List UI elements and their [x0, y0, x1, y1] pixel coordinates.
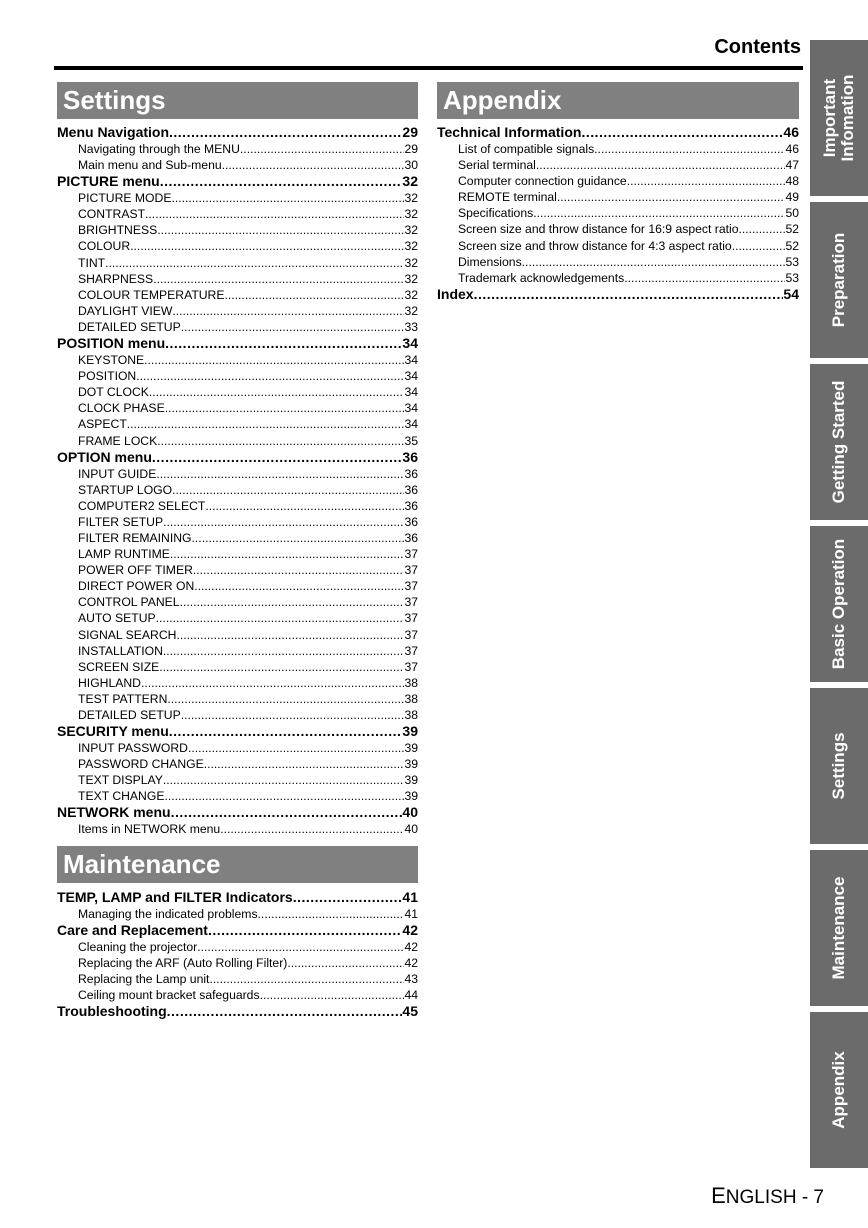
toc-entry[interactable]	[57, 384, 418, 400]
toc-page-number: 32	[402, 173, 418, 190]
tab-settings[interactable]	[810, 688, 868, 844]
toc-entry[interactable]	[437, 205, 799, 221]
toc-page-number: 32	[404, 223, 418, 238]
toc-list-appendix	[437, 124, 799, 303]
toc-entry-title: TEMP, LAMP and FILTER Indicators	[57, 888, 293, 905]
tab-getting-started[interactable]	[810, 364, 868, 520]
chapter-tabs	[810, 0, 868, 1228]
toc-leader-dots	[149, 384, 405, 396]
toc-page-number: 39	[402, 723, 418, 740]
toc-entry-title: INPUT PASSWORD	[78, 741, 188, 756]
toc-page-number: 39	[404, 789, 418, 804]
toc-entry[interactable]	[57, 627, 418, 643]
toc-entry-title: Trademark acknowledgements	[458, 270, 625, 285]
toc-entry-title: Cleaning the projector	[78, 939, 198, 954]
toc-entry-title: COMPUTER2 SELECT	[78, 498, 206, 513]
toc-leader-dots	[145, 206, 404, 218]
toc-entry-title: CLOCK PHASE	[78, 401, 165, 416]
toc-leader-dots	[193, 562, 405, 574]
toc-page-number: 38	[404, 708, 418, 722]
toc-entry-title: BRIGHTNESS	[78, 223, 158, 238]
toc-leader-dots	[627, 173, 786, 185]
tab-maintenance[interactable]	[810, 850, 868, 1006]
section-heading-settings: Settings	[57, 82, 418, 119]
toc-entry-title: Care and Replacement	[57, 921, 208, 938]
toc-page-number: 36	[404, 482, 418, 497]
toc-entry[interactable]	[57, 987, 418, 1003]
toc-page-number: 37	[404, 547, 418, 562]
toc-entry[interactable]	[437, 221, 799, 237]
toc-entry-title: DOT CLOCK	[78, 385, 149, 400]
toc-leader-dots	[197, 939, 404, 951]
toc-page-number: 52	[785, 238, 799, 253]
toc-page-number: 34	[402, 335, 418, 352]
toc-page-number: 32	[404, 287, 418, 302]
toc-entry-heading[interactable]	[57, 173, 418, 190]
toc-entry-title: PICTURE MODE	[78, 191, 172, 206]
toc-entry-title: DETAILED SETUP	[78, 708, 181, 722]
toc-entry-title: Technical Information	[437, 124, 582, 140]
toc-leader-dots	[192, 530, 405, 542]
toc-leader-dots	[209, 971, 404, 983]
toc-leader-dots	[157, 222, 404, 234]
toc-page-number: 37	[404, 595, 418, 610]
toc-entry-title: Managing the indicated problems	[78, 906, 258, 921]
toc-entry[interactable]	[57, 546, 418, 562]
toc-leader-dots	[144, 352, 404, 364]
toc-entry[interactable]	[437, 173, 799, 189]
toc-entry[interactable]	[57, 643, 418, 659]
toc-entry-title: REMOTE terminal	[458, 190, 557, 205]
toc-page-number: 36	[404, 466, 418, 481]
toc-entry-title: PASSWORD CHANGE	[78, 757, 204, 772]
toc-entry[interactable]	[57, 482, 418, 498]
toc-page-number: 37	[404, 579, 418, 594]
toc-entry[interactable]	[57, 756, 418, 772]
toc-entry[interactable]	[57, 287, 418, 303]
toc-page-number: 37	[404, 611, 418, 626]
toc-entry-title: Screen size and throw distance for 4:3 aspect ratio	[458, 238, 732, 253]
toc-entry[interactable]	[57, 707, 418, 723]
toc-entry-title: KEYSTONE	[78, 353, 145, 368]
toc-entry-title: LAMP RUNTIME	[78, 547, 170, 562]
toc-entry-title: Computer connection guidance	[458, 174, 627, 189]
header-rule	[54, 66, 803, 70]
toc-entry-title: TEXT CHANGE	[78, 789, 165, 804]
toc-page-number: 29	[402, 124, 418, 140]
toc-leader-dots	[208, 922, 402, 936]
toc-page-number: 34	[404, 385, 418, 400]
toc-page-number: 32	[404, 271, 418, 286]
page-number-initial: E	[711, 1183, 726, 1208]
toc-entry[interactable]	[57, 157, 418, 173]
toc-entry-heading[interactable]	[57, 124, 418, 141]
toc-leader-dots	[163, 514, 404, 526]
toc-entry-title: Menu Navigation	[57, 124, 170, 140]
tab-important-information[interactable]	[810, 40, 868, 196]
toc-leader-dots	[205, 498, 404, 510]
toc-leader-dots	[557, 189, 786, 201]
toc-leader-dots	[156, 466, 404, 478]
toc-leader-dots	[522, 254, 786, 266]
toc-list-maintenance	[57, 889, 418, 1020]
toc-entry-title: PICTURE menu	[57, 173, 160, 190]
toc-entry[interactable]	[57, 352, 418, 368]
page-number-rest: NGLISH - 7	[725, 1187, 824, 1208]
toc-entry-title: POSITION menu	[57, 335, 166, 352]
toc-leader-dots	[204, 756, 405, 768]
toc-entry[interactable]	[57, 433, 418, 449]
toc-page-number: 37	[404, 627, 418, 642]
toc-leader-dots	[153, 271, 404, 283]
toc-entry[interactable]	[57, 255, 418, 271]
toc-leader-dots	[194, 578, 404, 590]
toc-leader-dots	[171, 190, 404, 202]
toc-page-number: 48	[785, 174, 799, 189]
toc-entry-heading[interactable]	[57, 889, 418, 906]
toc-leader-dots	[732, 238, 786, 250]
toc-entry[interactable]	[57, 610, 418, 626]
toc-page-number: 46	[785, 142, 799, 156]
toc-page-number: 41	[402, 888, 418, 905]
toc-entry[interactable]	[57, 740, 418, 756]
toc-entry-title: Main menu and Sub-menu	[78, 158, 222, 173]
toc-entry-title: COLOUR	[78, 239, 131, 254]
toc-leader-dots	[169, 124, 402, 138]
toc-entry[interactable]	[57, 466, 418, 482]
toc-entry[interactable]	[57, 400, 418, 416]
toc-entry[interactable]	[57, 530, 418, 546]
page-number	[711, 1183, 824, 1209]
toc-entry-title: INSTALLATION	[78, 643, 163, 658]
toc-page-number: 42	[404, 939, 418, 954]
toc-entry[interactable]	[57, 594, 418, 610]
page-title: Contents	[714, 36, 801, 58]
tab-preparation[interactable]	[810, 202, 868, 358]
toc-entry[interactable]	[57, 222, 418, 238]
toc-entry-title: Specifications	[458, 206, 534, 221]
toc-list-settings	[57, 124, 418, 838]
toc-page-number: 36	[404, 514, 418, 529]
toc-leader-dots	[287, 955, 404, 967]
toc-leader-dots	[165, 335, 402, 349]
toc-entry[interactable]	[437, 254, 799, 270]
toc-leader-dots	[163, 772, 405, 784]
toc-leader-dots	[594, 141, 785, 153]
toc-entry-title: HIGHLAND	[78, 675, 141, 690]
toc-leader-dots	[127, 416, 405, 428]
toc-page-number: 32	[404, 191, 418, 206]
toc-page-number: 34	[404, 417, 418, 432]
toc-entry[interactable]	[57, 206, 418, 222]
tab-appendix[interactable]	[810, 1012, 868, 1168]
toc-entry[interactable]	[57, 562, 418, 578]
toc-entry-title: FILTER REMAINING	[78, 530, 192, 545]
toc-entry-title: Dimensions	[458, 254, 522, 269]
toc-entry[interactable]	[57, 368, 418, 384]
toc-page-number: 40	[402, 804, 418, 821]
toc-entry[interactable]	[57, 303, 418, 319]
toc-entry-heading[interactable]	[57, 922, 418, 939]
toc-leader-dots	[171, 804, 403, 818]
toc-entry-title: Replacing the ARF (Auto Rolling Filter)	[78, 955, 288, 970]
toc-leader-dots	[167, 691, 404, 703]
toc-entry-title: SECURITY menu	[57, 723, 169, 740]
toc-page-number: 52	[785, 222, 799, 237]
toc-leader-dots	[533, 205, 785, 217]
toc-leader-dots	[181, 319, 405, 331]
toc-page-number: 36	[404, 530, 418, 545]
tab-label: Basic Operation	[829, 538, 848, 670]
toc-page-number: 38	[404, 691, 418, 706]
toc-entry[interactable]	[437, 189, 799, 205]
toc-page-number: 39	[404, 741, 418, 756]
toc-page-number: 32	[404, 207, 418, 222]
toc-page-number: 42	[404, 955, 418, 970]
toc-leader-dots	[159, 659, 404, 671]
toc-page-number: 47	[785, 158, 799, 173]
toc-leader-dots	[222, 157, 405, 169]
toc-entry[interactable]	[57, 788, 418, 804]
toc-entry-title: POSITION	[78, 369, 137, 384]
toc-leader-dots	[225, 287, 405, 299]
toc-page-number: 53	[785, 270, 799, 285]
toc-leader-dots	[169, 723, 403, 737]
toc-page-number: 35	[404, 433, 418, 448]
toc-page-number: 34	[404, 369, 418, 384]
toc-entry[interactable]	[57, 906, 418, 922]
toc-page-number: 53	[785, 254, 799, 269]
toc-entry-title: OPTION menu	[57, 448, 152, 465]
toc-entry-title: FILTER SETUP	[78, 514, 164, 529]
toc-entry-title: Navigating through the MENU	[78, 142, 240, 156]
toc-page-number: 30	[404, 158, 418, 173]
toc-page-number: 50	[785, 206, 799, 221]
toc-entry-title: Screen size and throw distance for 16:9 aspect ratio	[458, 222, 739, 237]
section-heading-appendix: Appendix	[437, 82, 799, 119]
toc-entry-heading[interactable]	[57, 723, 418, 740]
toc-page-number: 32	[404, 239, 418, 254]
toc-entry-title: FRAME LOCK	[78, 433, 158, 448]
toc-entry-title: Replacing the Lamp unit	[78, 971, 210, 986]
toc-entry[interactable]	[437, 157, 799, 173]
toc-leader-dots	[188, 740, 405, 752]
toc-leader-dots	[156, 610, 405, 622]
toc-entry-title: CONTROL PANEL	[78, 595, 180, 610]
toc-entry-title: DETAILED SETUP	[78, 319, 181, 334]
toc-leader-dots	[167, 1003, 403, 1017]
toc-entry[interactable]	[57, 971, 418, 987]
toc-entry-heading[interactable]	[57, 1003, 418, 1020]
toc-page-number: 46	[783, 124, 799, 140]
toc-leader-dots	[163, 643, 405, 655]
toc-entry[interactable]	[57, 821, 418, 837]
toc-entry[interactable]	[57, 190, 418, 206]
toc-page-number: 41	[404, 906, 418, 921]
toc-page-number: 43	[404, 971, 418, 986]
toc-entry-heading[interactable]	[437, 286, 799, 303]
toc-page-number: 32	[404, 255, 418, 270]
toc-page-number: 33	[404, 319, 418, 334]
toc-entry[interactable]	[57, 498, 418, 514]
toc-leader-dots	[141, 675, 404, 687]
tab-label: Important Infomation	[820, 74, 857, 162]
toc-page-number: 36	[402, 448, 418, 465]
toc-leader-dots	[536, 157, 786, 169]
toc-entry-title: TEXT DISPLAY	[78, 773, 163, 788]
toc-entry[interactable]	[57, 659, 418, 675]
toc-leader-dots	[165, 400, 405, 412]
tab-basic-operation[interactable]	[810, 526, 868, 682]
toc-leader-dots	[160, 173, 403, 187]
toc-leader-dots	[176, 627, 404, 639]
toc-page-number: 44	[404, 987, 418, 1002]
toc-leader-dots	[172, 303, 404, 315]
toc-leader-dots	[624, 270, 785, 282]
toc-entry-title: CONTRAST	[78, 207, 146, 222]
toc-page-number: 32	[404, 303, 418, 318]
toc-leader-dots	[164, 788, 404, 800]
toc-entry[interactable]	[57, 416, 418, 432]
right-column	[437, 82, 799, 303]
tab-label: Getting Started	[829, 380, 848, 504]
toc-page-number: 37	[404, 659, 418, 674]
toc-entry-title: SCREEN SIZE	[78, 659, 160, 674]
toc-page-number: 38	[404, 675, 418, 690]
toc-entry-title: Items in NETWORK menu	[78, 822, 221, 837]
page-number-label	[711, 1183, 824, 1208]
toc-entry-heading[interactable]	[57, 449, 418, 466]
toc-entry[interactable]	[57, 141, 418, 157]
toc-entry[interactable]	[437, 141, 799, 157]
toc-leader-dots	[152, 449, 403, 463]
tab-label: Preparation	[829, 232, 848, 328]
toc-leader-dots	[136, 368, 404, 380]
toc-leader-dots	[581, 124, 783, 138]
toc-page-number: 42	[402, 921, 418, 938]
toc-entry-heading[interactable]	[437, 124, 799, 141]
toc-entry-title: DAYLIGHT VIEW	[78, 303, 173, 318]
toc-entry-title: DIRECT POWER ON	[78, 579, 195, 594]
toc-page-number: 40	[404, 822, 418, 837]
toc-entry-title: Index	[437, 285, 474, 302]
toc-entry[interactable]	[57, 772, 418, 788]
toc-entry[interactable]	[57, 939, 418, 955]
toc-entry-title: Serial terminal	[458, 158, 536, 173]
toc-entry[interactable]	[57, 319, 418, 335]
toc-entry-title: TINT	[78, 255, 106, 270]
toc-entry-title: SHARPNESS	[78, 271, 154, 286]
toc-page-number: 37	[404, 563, 418, 578]
toc-page-number: 39	[404, 773, 418, 788]
toc-entry-title: SIGNAL SEARCH	[78, 627, 177, 642]
toc-page-number: 34	[404, 401, 418, 416]
toc-leader-dots	[130, 238, 404, 250]
toc-entry[interactable]	[57, 675, 418, 691]
toc-entry[interactable]	[437, 238, 799, 254]
left-column	[57, 82, 418, 1020]
toc-leader-dots	[240, 141, 405, 153]
toc-page-number: 39	[404, 757, 418, 772]
toc-entry[interactable]	[57, 955, 418, 971]
toc-page-number: 34	[404, 353, 418, 368]
toc-entry-title: TEST PATTERN	[78, 691, 168, 706]
toc-leader-dots	[293, 889, 403, 903]
toc-leader-dots	[258, 906, 405, 918]
toc-leader-dots	[260, 987, 405, 999]
toc-entry-title: AUTO SETUP	[78, 611, 156, 626]
toc-page-number: 29	[404, 142, 418, 156]
toc-entry-title: COLOUR TEMPERATURE	[78, 287, 225, 302]
tab-label: Appendix	[829, 1051, 848, 1129]
toc-entry-title: Ceiling mount bracket safeguards	[78, 987, 260, 1002]
toc-entry-title: STARTUP LOGO	[78, 482, 173, 497]
toc-page-number: 54	[783, 285, 799, 302]
toc-entry[interactable]	[57, 238, 418, 254]
toc-entry-heading[interactable]	[57, 335, 418, 352]
toc-leader-dots	[474, 286, 784, 300]
toc-entry[interactable]	[437, 270, 799, 286]
toc-entry[interactable]	[57, 578, 418, 594]
toc-leader-dots	[738, 221, 785, 233]
toc-entry[interactable]	[57, 514, 418, 530]
toc-page-number: 45	[402, 1003, 418, 1020]
toc-page-number: 37	[404, 643, 418, 658]
toc-entry[interactable]	[57, 271, 418, 287]
toc-leader-dots	[172, 482, 404, 494]
tab-label: Settings	[829, 732, 848, 800]
toc-entry-title: NETWORK menu	[57, 804, 171, 821]
toc-entry-title: POWER OFF TIMER	[78, 563, 193, 578]
section-heading-maintenance: Maintenance	[57, 846, 418, 883]
toc-entry-title: ASPECT	[78, 417, 127, 432]
toc-entry-title: List of compatible signals	[458, 142, 595, 156]
toc-leader-dots	[180, 594, 405, 606]
toc-leader-dots	[157, 433, 404, 445]
tab-label: Maintenance	[829, 876, 848, 980]
toc-entry-heading[interactable]	[57, 804, 418, 821]
toc-page-number: 49	[785, 190, 799, 205]
toc-entry-title: Troubleshooting	[57, 1003, 167, 1020]
toc-entry-title: INPUT GUIDE	[78, 466, 157, 481]
toc-leader-dots	[170, 546, 405, 558]
toc-leader-dots	[220, 821, 404, 833]
toc-page-number: 36	[404, 498, 418, 513]
toc-entry[interactable]	[57, 691, 418, 707]
toc-leader-dots	[105, 255, 404, 267]
toc-leader-dots	[181, 707, 405, 719]
